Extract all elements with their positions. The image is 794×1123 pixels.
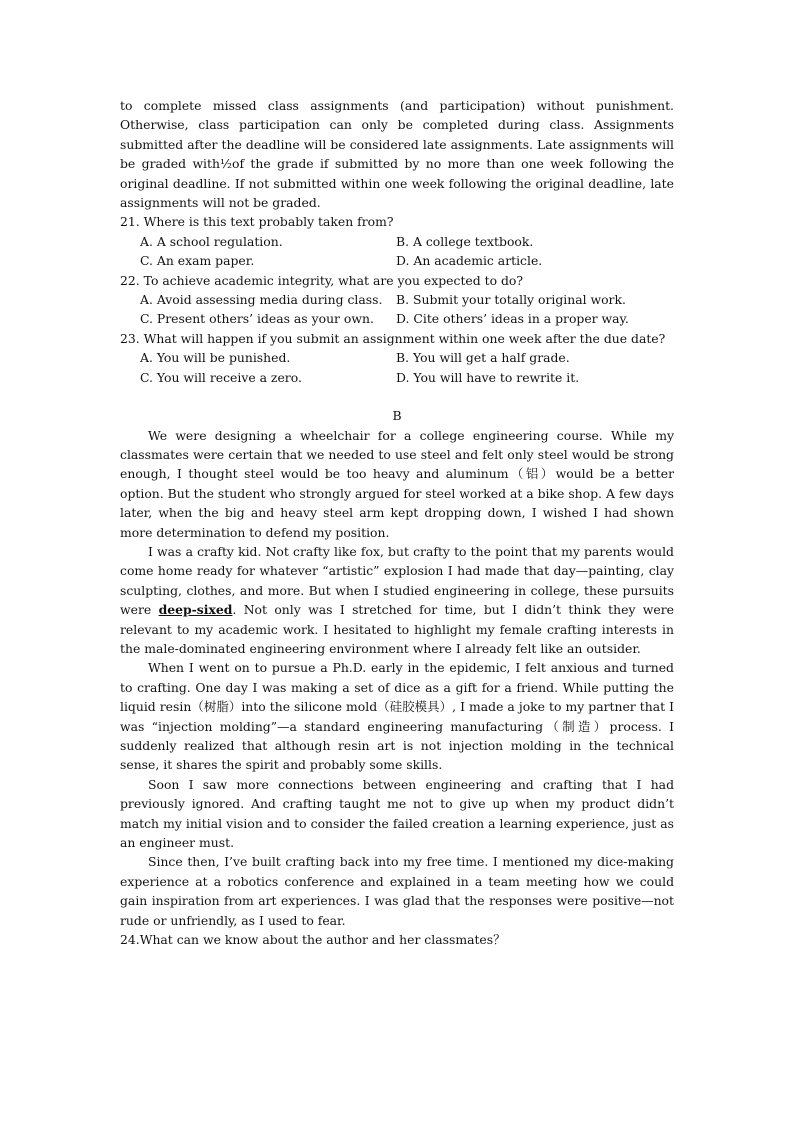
passage-b-paragraph-1: We were designing a wheelchair for a college engineering course. While my classmates were certain that we needed to use steel and felt only steel would be strong enough, I thought steel would be too heavy and aluminum（铝）would be a better option. But the student who strongly argued for steel worked at a bike shop. A few days later, when the big and heavy steel arm kept dropping down, I wished I had shown more determination to defend my position. (120, 427, 674, 540)
paragraph-text: I was a crafty kid. Not crafty like fox, but crafty to the point that my parents would come home ready for whatever “artistic” explosion I had made that day—painting, clay sculpting, clothes, and more. But when I studied engineering in college, these pursuits were (120, 543, 674, 618)
option-a: A. A school regulation. (140, 233, 283, 249)
passage-b-paragraph-5: Since then, I’ve built crafting back into my free time. I mentioned my dice-making experience at a robotics conference and explained in a team meeting how we could gain inspiration from art experiences. I was glad that the responses were positive—not rude or unfriendly, as I used to fear. (120, 854, 674, 928)
option-b: B. Submit your totally original work. (396, 292, 626, 308)
question-21 (120, 212, 674, 270)
question-stem: 22. To achieve academic integrity, what are you expected to do? (120, 272, 524, 288)
option-c: C. An exam paper. (140, 253, 255, 269)
option-d: D. You will have to rewrite it. (396, 369, 580, 385)
option-c: C. Present others’ ideas as your own. (140, 311, 374, 327)
underlined-phrase: deep-sixed (158, 602, 233, 618)
passage-b-paragraph-3: When I went on to pursue a Ph.D. early in the epidemic, I felt anxious and turned to crafting. One day I was making a set of dice as a gift for a friend. While putting the liquid resin（树脂）into the silicone mold（硅胶模具）, I made a joke to my partner that I was “injection molding”—a standard engineering manufacturing（制造）process. I suddenly realized that although resin art is not injection molding in the technical sense, it shares the spirit and probably some skills. (120, 660, 674, 773)
question-stem: 23. What will happen if you submit an assignment within one week after the due date? (120, 330, 666, 346)
paragraph-text: . Not only was I stretched for time, but I didn’t think they were relevant to my academic work. I hesitated to highlight my female crafting interests in the male-dominated engineering environment where I already felt like an outsider. (120, 602, 674, 656)
section-b-heading: B (392, 408, 402, 424)
question-23 (120, 329, 674, 387)
option-d: D. An academic article. (396, 253, 543, 269)
passage-a-tail: to complete missed class assignments (and participation) without punishment. Otherwise, class participation can only be completed during class. Assignments submitted after the deadline will be considered late assignments. Late assignments will be graded with½of the grade if submitted by no more than one week following the original deadline. If not submitted within one week following the original deadline, late assignments will not be graded. (120, 98, 674, 211)
option-a: A. You will be punished. (140, 350, 291, 366)
question-24-stem: 24.What can we know about the author and her classmates？ (120, 932, 506, 948)
option-c: C. You will receive a zero. (140, 369, 302, 385)
option-a: A. Avoid assessing media during class. (140, 292, 383, 308)
question-22 (120, 271, 674, 329)
option-b: B. You will get a half grade. (396, 350, 570, 366)
passage-b-paragraph-4: Soon I saw more connections between engineering and crafting that I had previously ignored. And crafting taught me not to give up when my product didn’t match my initial vision and to consider the failed creation a learning experience, just as an engineer must. (120, 776, 674, 851)
passage-b-paragraph-2 (120, 542, 674, 658)
option-d: D. Cite others’ ideas in a proper way. (396, 311, 629, 327)
option-b: B. A college textbook. (396, 233, 534, 249)
document-page (120, 96, 674, 949)
question-stem: 21. Where is this text probably taken from? (120, 214, 394, 230)
